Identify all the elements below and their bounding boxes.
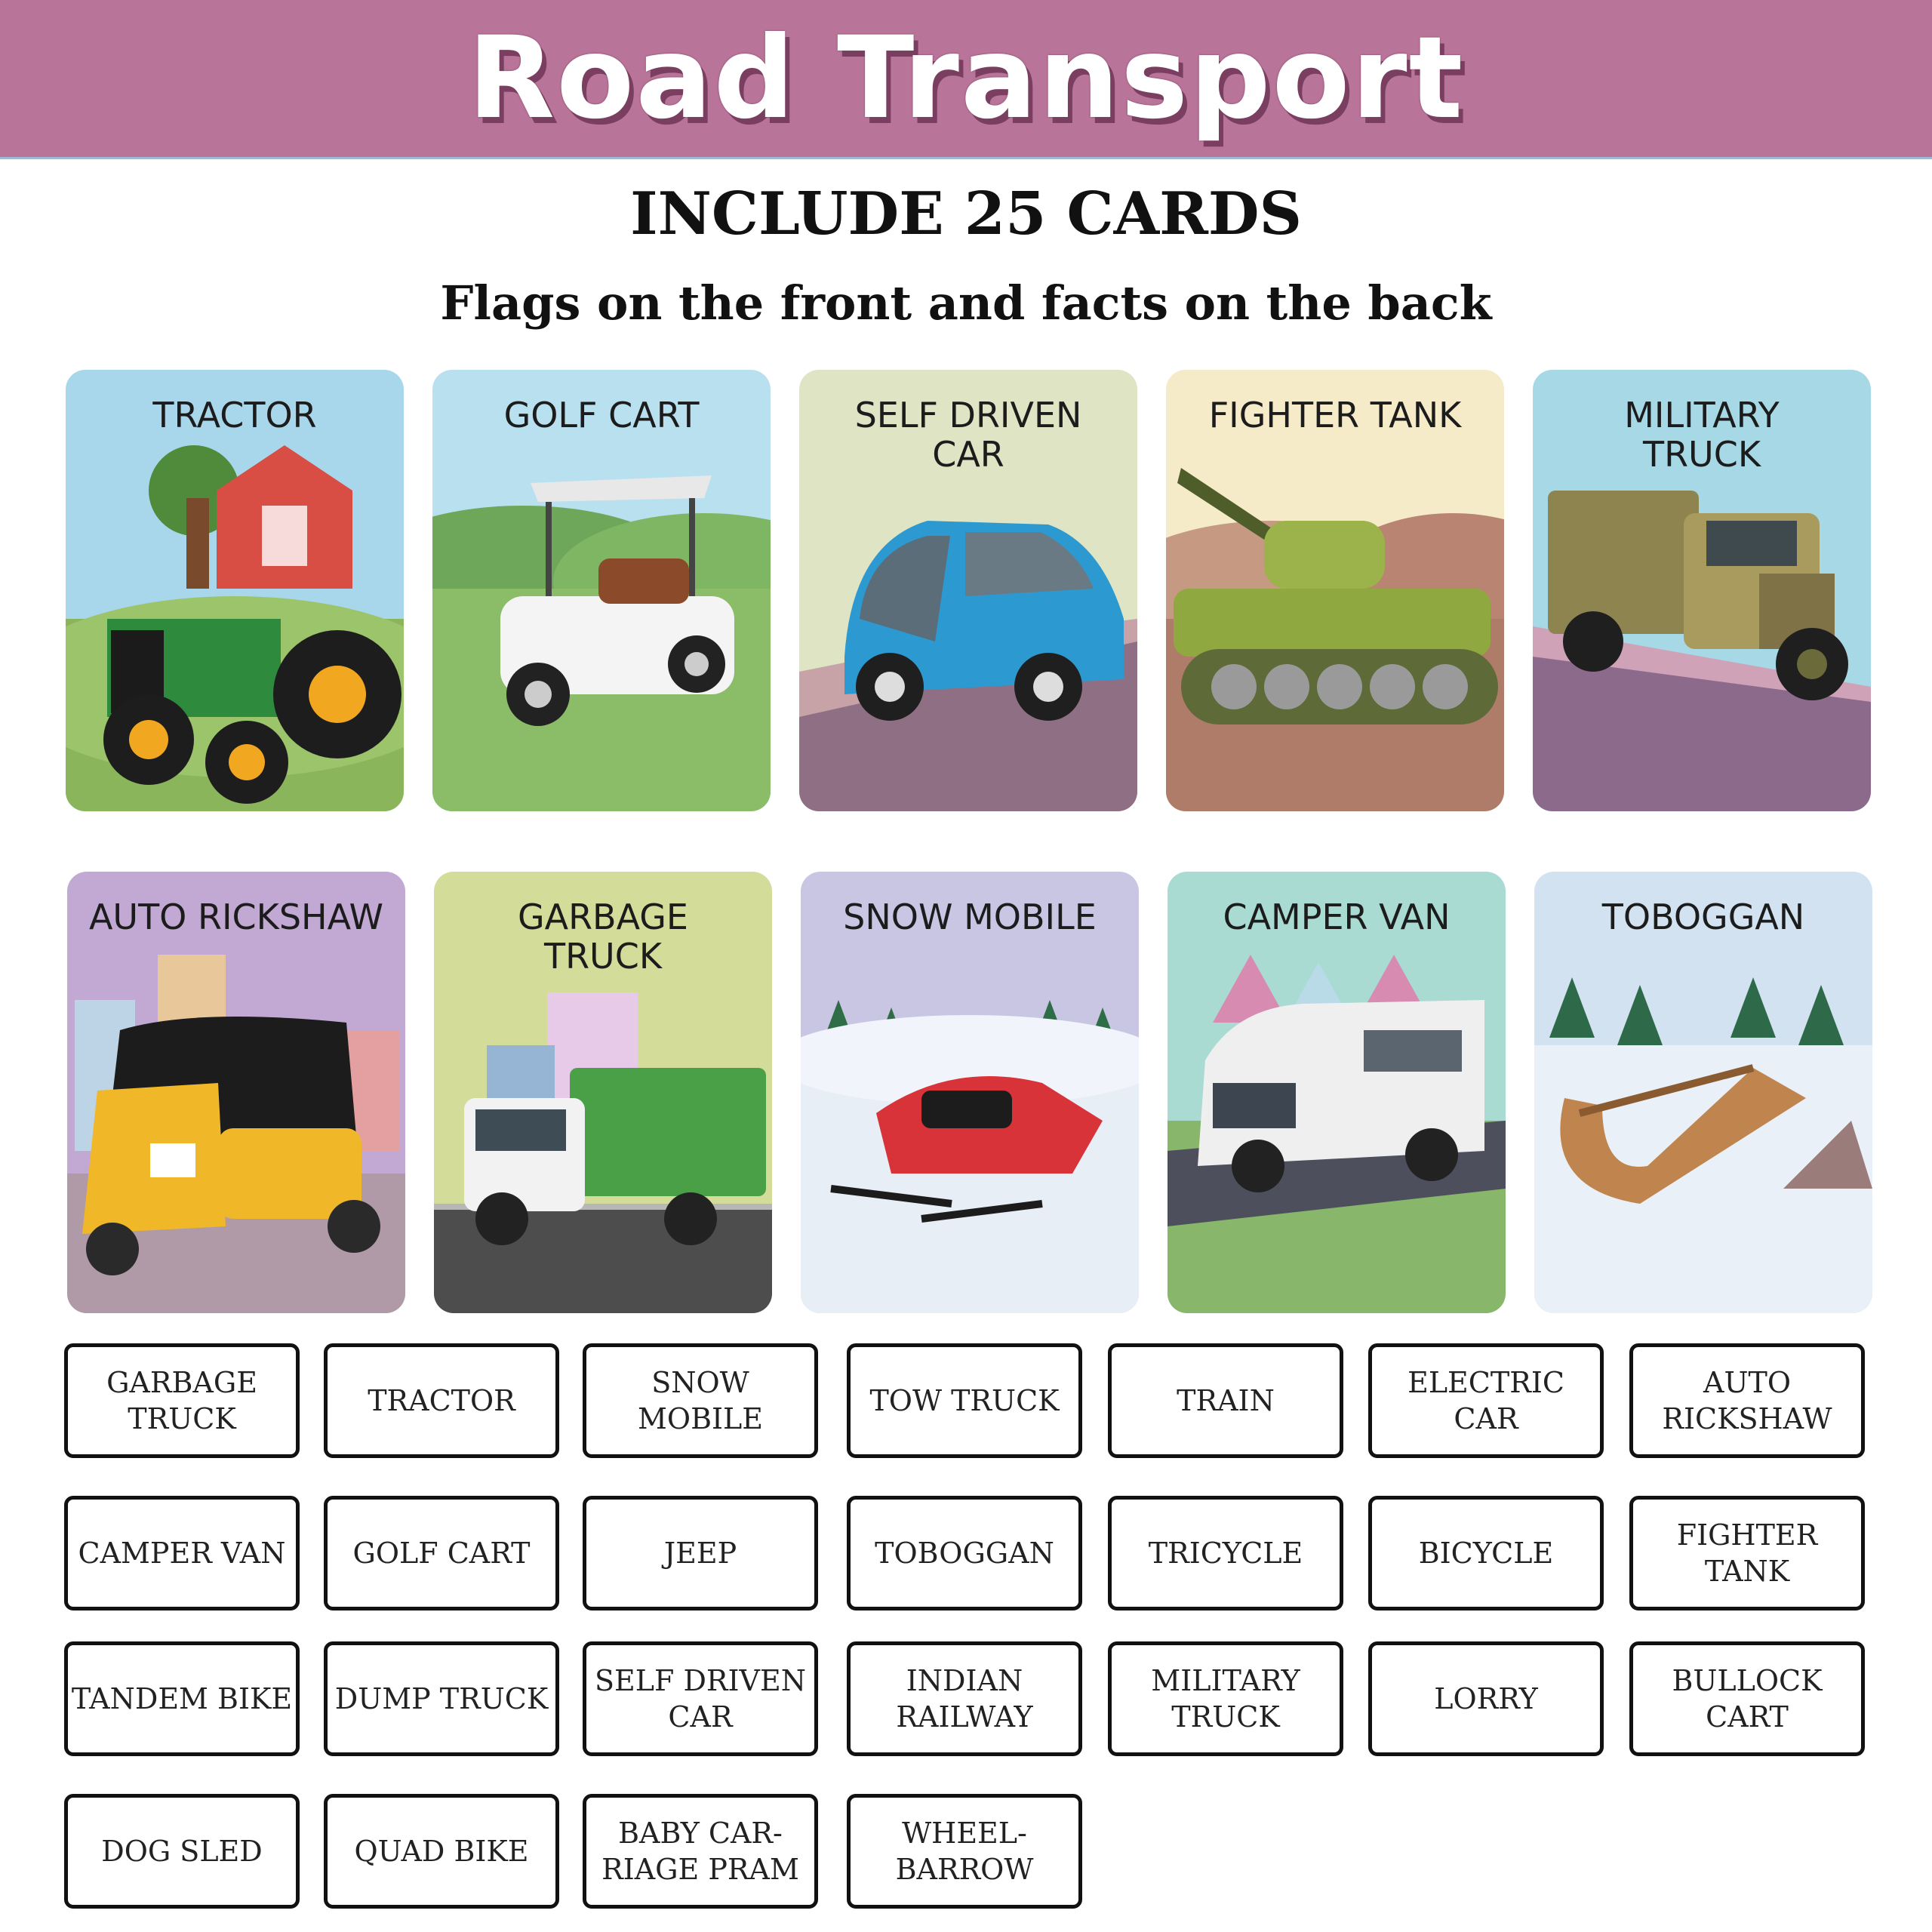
card-tractor [66,370,404,811]
word-tile: AUTO RICKSHAW [1629,1343,1865,1458]
page-title: Road Transport [467,13,1465,144]
card-label: CAMPER VAN [1223,897,1451,937]
word-tile: TANDEM BIKE [64,1641,300,1756]
golf-cart-icon [432,370,771,811]
card-label: AUTO RICKSHAW [88,897,384,937]
word-tile: TRICYCLE [1108,1496,1343,1611]
card-label: GOLF CART [503,395,700,435]
word-tile: BABY CAR- RIAGE PRAM [583,1794,818,1909]
card-label: TOBOGGAN [1601,897,1805,937]
word-tile: ELECTRIC CAR [1368,1343,1604,1458]
word-tile: MILITARY TRUCK [1108,1641,1343,1756]
card-label: TRACTOR [152,395,317,435]
auto-rickshaw-icon [67,872,405,1313]
word-tile: WHEEL- BARROW [847,1794,1082,1909]
card-label: FIGHTER TANK [1208,395,1462,435]
card-fighter-tank [1166,370,1504,811]
word-tile: BULLOCK CART [1629,1641,1865,1756]
card-self-driven-car [799,370,1137,811]
card-label: SELF DRIVEN CAR [854,395,1082,475]
card-label: GARBAGE TRUCK [517,897,688,977]
card-garbage-truck [434,872,772,1313]
snow-mobile-icon [801,872,1139,1313]
word-tile: TOW TRUCK [847,1343,1082,1458]
word-tile: TRAIN [1108,1343,1343,1458]
card-snow-mobile [801,872,1139,1313]
toboggan-icon [1534,872,1872,1313]
card-count-heading: INCLUDE 25 CARDS [630,180,1302,248]
card-label: SNOW MOBILE [843,897,1097,937]
word-tile: CAMPER VAN [64,1496,300,1611]
word-tile: TOBOGGAN [847,1496,1082,1611]
word-tile: SNOW MOBILE [583,1343,818,1458]
subheading: Flags on the front and facts on the back [440,275,1492,331]
word-tile: GOLF CART [324,1496,559,1611]
word-tile: FIGHTER TANK [1629,1496,1865,1611]
card-military-truck [1533,370,1871,811]
card-auto-rickshaw [67,872,405,1313]
card-toboggan [1534,872,1872,1313]
tank-icon [1166,370,1504,811]
camper-van-icon [1168,872,1506,1313]
word-tile: DOG SLED [64,1794,300,1909]
word-tile: TRACTOR [324,1343,559,1458]
card-camper-van [1168,872,1506,1313]
word-tile: BICYCLE [1368,1496,1604,1611]
word-tile: LORRY [1368,1641,1604,1756]
tractor-icon [66,370,404,811]
word-tile: SELF DRIVEN CAR [583,1641,818,1756]
word-tile: QUAD BIKE [324,1794,559,1909]
card-label: MILITARY TRUCK [1624,395,1780,475]
card-golf-cart [432,370,771,811]
word-tile: GARBAGE TRUCK [64,1343,300,1458]
word-tile: DUMP TRUCK [324,1641,559,1756]
word-tile: INDIAN RAILWAY [847,1641,1082,1756]
word-tile: JEEP [583,1496,818,1611]
